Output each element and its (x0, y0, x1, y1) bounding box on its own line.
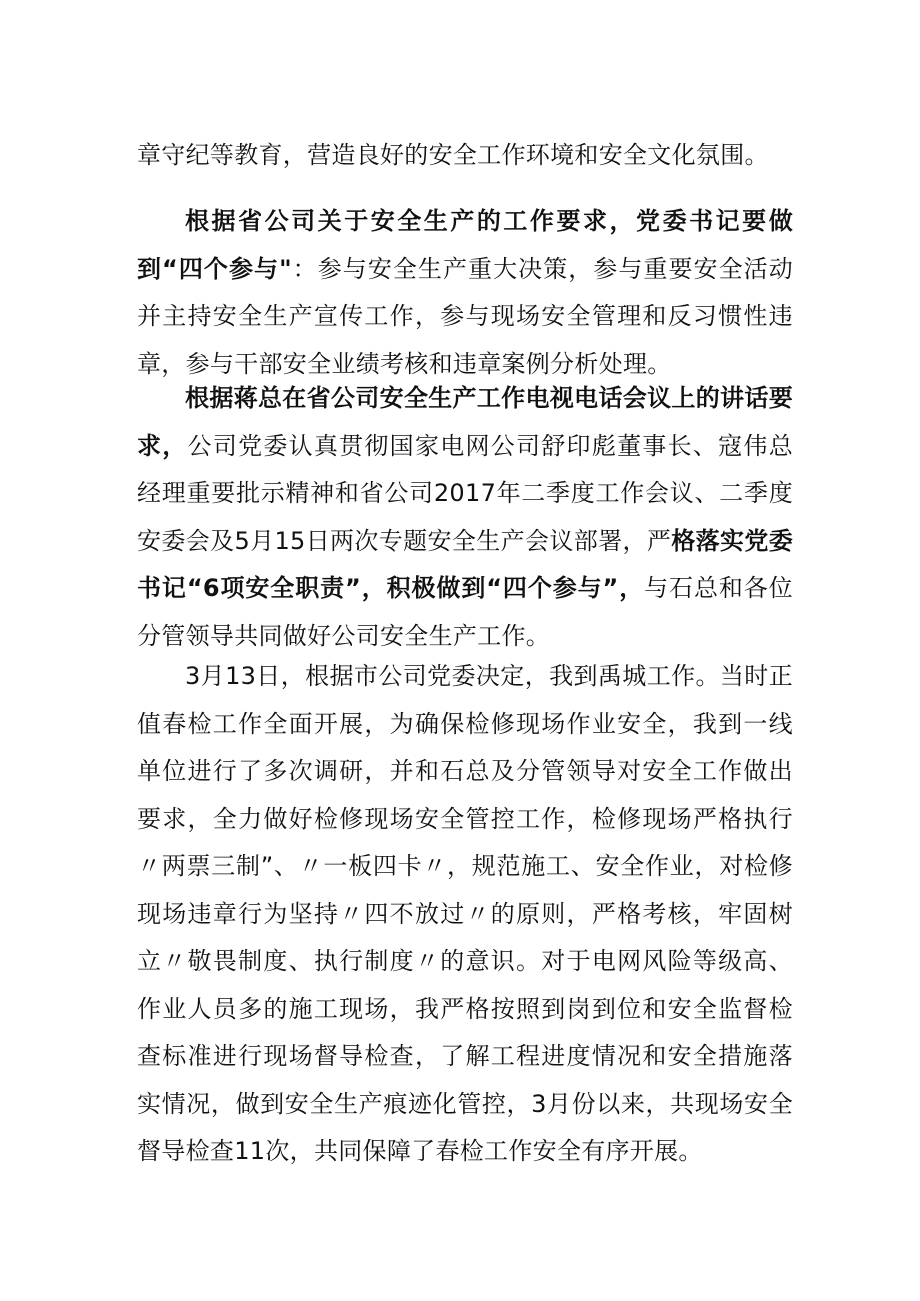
paragraph-4-text: 3月13日，根据市公司党委决定，我到禹城工作。当时正值春检工作全面开展，为确保检修现场作业安全，我到一线单位进行了多次调研，并和石总及分管领导对安全工作做出要求，全力做好检修现场安全管控工作，检修现场严格执行〃两票三制”、〃一板四卡〃，规范施工、安全作业，对检修现场违章行为坚持〃四不放过〃的原则，严格考核，牢固树立〃敬畏制度、执行制度〃的意识。对于电网风险等级高、作业人员多的施工现场，我严格按照到岗到位和安全监督检查标准进行现场督导检查，了解工程进度情况和安全措施落实情况，做到安全生产痕迹化管控，3月份以来，共现场安全督导检查11次，共同保障了春检工作安全有序开展。 (137, 662, 793, 1165)
paragraph-2-bold-lead: 根据省公司关于安全生产的工作要求，党委书记要做到“四个参与" (137, 207, 793, 283)
paragraph-4 (137, 653, 793, 1176)
paragraph-3-bold-lead: 根据蒋总在省公司安全生产工作电视电话会议上的讲话要求， (137, 384, 793, 460)
paragraph-3 (137, 375, 793, 660)
paragraph-3-text-b: 与石总和各位分管领导共同做好公司安全生产工作。 (137, 574, 793, 650)
paragraph-3-bold-mid: 格落实党委书记“6项安全职责”，积极做到“四个参与”， (137, 526, 793, 602)
paragraph-1 (137, 132, 793, 180)
paragraph-2-text: ：参与安全生产重大决策，参与重要安全活动并主持安全生产宣传工作，参与现场安全管理和反习惯性违章，参与干部安全业绩考核和违章案例分析处理。 (137, 254, 793, 378)
paragraph-2 (137, 198, 793, 388)
paragraph-1-text: 章守纪等教育，营造良好的安全工作环境和安全文化氛围。 (137, 141, 769, 169)
paragraph-3-text-a: 公司党委认真贯彻国家电网公司舒印彪董事长、寇伟总经理重要批示精神和省公司2017年二季度工作会议、二季度安委会及5月15日两次专题安全生产会议部署，严 (137, 431, 793, 555)
